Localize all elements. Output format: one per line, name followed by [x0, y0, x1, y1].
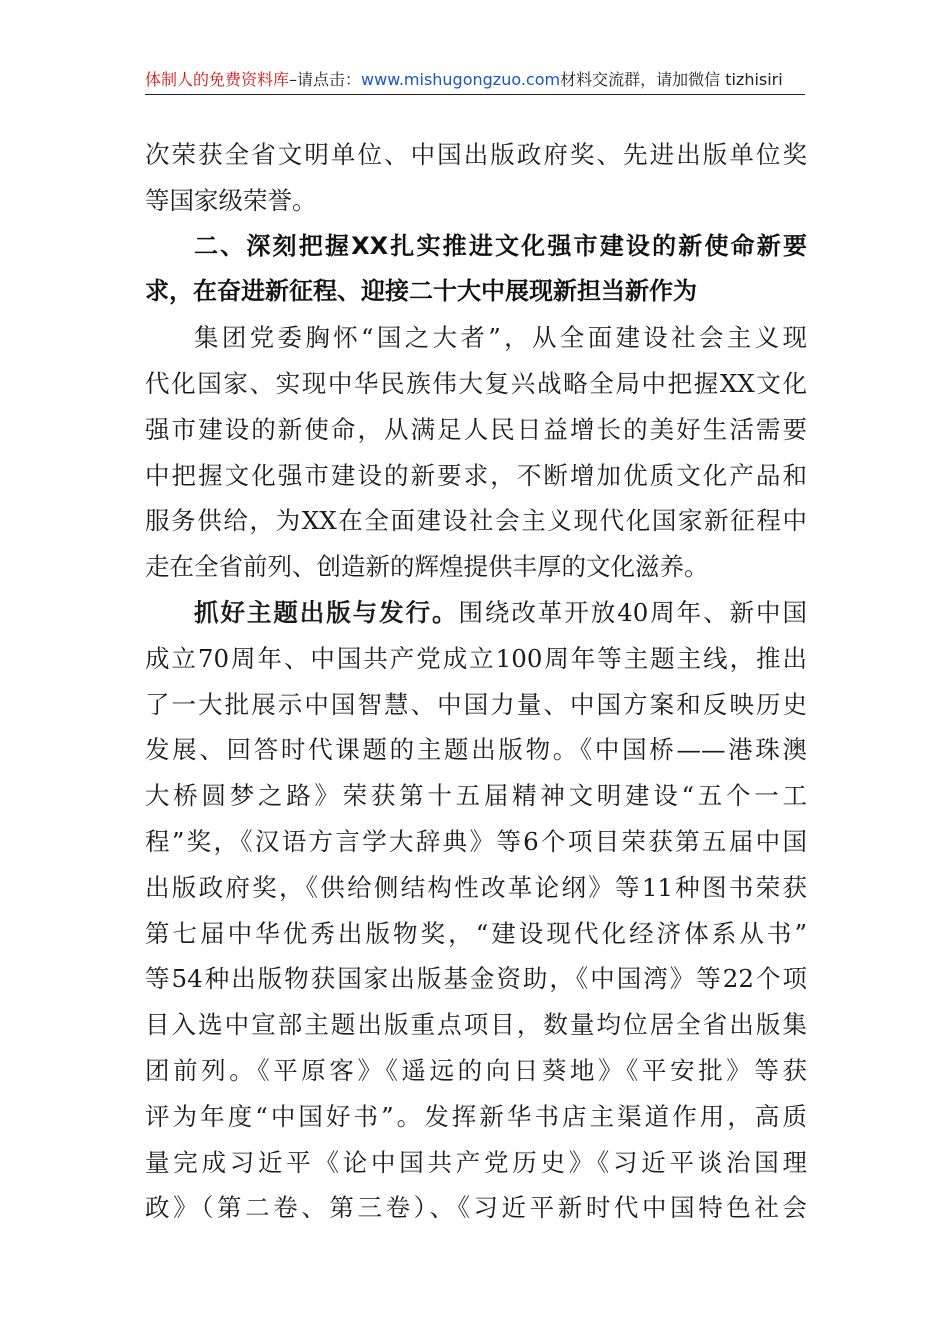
- paragraph-line: 等54种出版物获国家出版基金资助，《中国湾》等22个项: [145, 964, 807, 994]
- header-link[interactable]: www.mishugongzuo.com: [361, 70, 561, 89]
- paragraph-1: [145, 132, 807, 224]
- paragraph-line: 强市建设的新使命，从满足人民日益增长的美好生活需要: [145, 414, 807, 444]
- paragraph-line: 集团党委胸怀“国之大者”，从全面建设社会主义现: [194, 323, 807, 353]
- paragraph-line: 了一大批展示中国智慧、中国力量、中国方案和反映历史: [145, 689, 807, 719]
- header-tail: 材料交流群，请加微信 tizhisiri: [560, 70, 783, 89]
- paragraph-line: 政》（第二卷、第三卷）、《习近平新时代中国特色社会: [145, 1193, 807, 1223]
- paragraph-line: 团前列。《平原客》《遥远的向日葵地》《平安批》等获: [145, 1055, 807, 1085]
- paragraph-first-rest: 围绕改革开放40周年、新中国: [458, 597, 807, 627]
- paragraph-line: 等国家级荣誉。: [145, 185, 317, 215]
- paragraph-line: 评为年度“中国好书”。发挥新华书店主渠道作用，高质: [145, 1101, 807, 1131]
- paragraph-lead: 抓好主题出版与发行。: [194, 597, 459, 627]
- paragraph-line: 次荣获全省文明单位、中国出版政府奖、先进出版单位奖: [145, 140, 807, 169]
- document-body: [145, 132, 807, 1231]
- paragraph-line: 成立70周年、中国共产党成立100周年等主题主线，推出: [145, 643, 807, 673]
- paragraph-line: 目入选中宣部主题出版重点项目，数量均位居全省出版集: [145, 1010, 807, 1040]
- paragraph-2: [145, 315, 807, 590]
- page-header: [145, 66, 805, 95]
- section-heading-2: [145, 224, 807, 316]
- paragraph-line: 量完成习近平《论中国共产党历史》《习近平谈治国理: [145, 1147, 807, 1177]
- paragraph-line: 代化国家、实现中华民族伟大复兴战略全局中把握XX文化: [145, 368, 807, 398]
- paragraph-line: 出版政府奖，《供给侧结构性改革论纲》等11种图书荣获: [145, 872, 807, 902]
- paragraph-line: 发展、回答时代课题的主题出版物。《中国桥——港珠澳: [145, 735, 807, 765]
- heading-line: 求，在奋进新征程、迎接二十大中展现新担当新作为: [145, 277, 697, 306]
- paragraph-line: 中把握文化强市建设的新要求，不断增加优质文化产品和: [145, 460, 807, 490]
- paragraph-line: 大桥圆梦之路》荣获第十五届精神文明建设“五个一工: [145, 781, 807, 811]
- paragraph-line: 服务供给，为XX在全面建设社会主义现代化国家新征程中: [145, 506, 807, 536]
- paragraph-line: 走在全省前列、创造新的辉煌提供丰厚的文化滋养。: [145, 552, 709, 582]
- paragraph-first-line: [145, 590, 807, 636]
- header-brand: 体制人的免费资料库: [145, 70, 290, 89]
- heading-line: 二、深刻把握XX扎实推进文化强市建设的新使命新要: [194, 231, 807, 260]
- paragraph-line: 程”奖，《汉语方言学大辞典》等6个项目荣获第五届中国: [145, 826, 807, 856]
- paragraph-line: 第七届中华优秀出版物奖，“建设现代化经济体系从书”: [145, 918, 807, 948]
- header-separator: –请点击：: [289, 70, 362, 89]
- paragraph-3: [145, 590, 807, 1231]
